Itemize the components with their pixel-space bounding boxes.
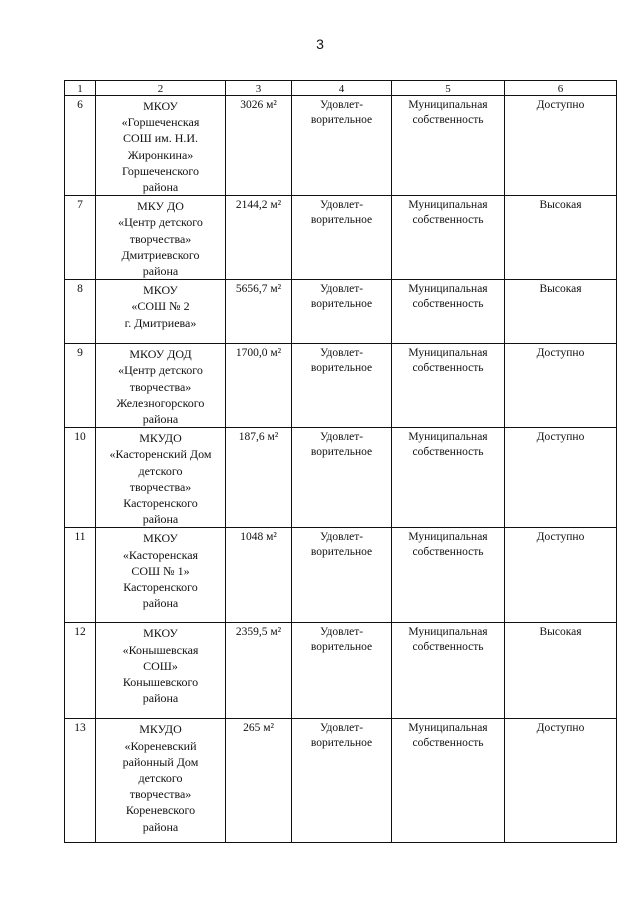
availability-cell: Доступно (505, 344, 617, 428)
institution-name-line: детского (138, 771, 183, 786)
ownership-line: собственность (412, 641, 484, 654)
ownership-line: собственность (412, 446, 484, 459)
institution-name-line: МКОУ (143, 283, 178, 298)
institution-name-cell (96, 528, 226, 623)
header-cell-2: 2 (96, 81, 226, 96)
institution-name-line: «СОШ № 2 (131, 299, 190, 314)
condition-line: ворительное (310, 298, 373, 311)
condition-line: Удовлет- (319, 626, 364, 639)
table-row (65, 719, 617, 843)
availability-cell: Доступно (505, 719, 617, 843)
area-cell: 2144,2 м² (226, 196, 292, 280)
area-cell: 2359,5 м² (226, 623, 292, 719)
ownership-line: собственность (412, 214, 484, 227)
page-number: 3 (316, 36, 324, 52)
ownership-cell (392, 528, 505, 623)
institution-name-cell (96, 96, 226, 196)
institution-name-line: района (142, 596, 179, 611)
condition-line: ворительное (310, 641, 373, 654)
table-row (65, 528, 617, 623)
condition-cell (292, 280, 392, 344)
condition-line: Удовлет- (319, 722, 364, 735)
institution-name-line: района (142, 180, 179, 195)
ownership-cell (392, 280, 505, 344)
ownership-line: собственность (412, 362, 484, 375)
institution-name-line: Касторенского (123, 496, 198, 511)
table-row (65, 428, 617, 528)
condition-line: Удовлет- (319, 199, 364, 212)
institution-name-line: «Горшеченская (121, 115, 200, 130)
institution-name-line: «Центр детского (118, 363, 203, 378)
ownership-line: Муниципальная (408, 626, 488, 639)
ownership-line: Муниципальная (408, 531, 488, 544)
table-row (65, 196, 617, 280)
row-number-cell: 12 (65, 623, 96, 719)
availability-cell: Доступно (505, 528, 617, 623)
institution-name-line: МКОУ (143, 626, 178, 641)
ownership-cell (392, 428, 505, 528)
header-cell-4: 4 (292, 81, 392, 96)
ownership-cell (392, 196, 505, 280)
row-number-cell: 9 (65, 344, 96, 428)
availability-cell: Высокая (505, 196, 617, 280)
facilities-table (64, 80, 617, 843)
ownership-line: Муниципальная (408, 722, 488, 735)
institution-name-line: района (142, 512, 179, 527)
condition-line: Удовлет- (319, 283, 364, 296)
area-cell: 5656,7 м² (226, 280, 292, 344)
condition-cell (292, 344, 392, 428)
institution-name-line: МКУДО (139, 722, 182, 737)
ownership-line: Муниципальная (408, 199, 488, 212)
institution-name-line: творчества» (129, 231, 192, 246)
header-cell-1: 1 (65, 81, 96, 96)
availability-cell: Доступно (505, 96, 617, 196)
institution-name-line: МКОУ (143, 99, 178, 113)
table-row (65, 344, 617, 428)
institution-name-line: района (142, 691, 179, 706)
ownership-line: Муниципальная (408, 431, 488, 444)
condition-cell (292, 196, 392, 280)
condition-line: ворительное (310, 546, 373, 559)
condition-line: Удовлет- (319, 431, 364, 444)
institution-name-line: Конышевского (122, 675, 199, 690)
condition-cell (292, 528, 392, 623)
row-number-cell: 10 (65, 428, 96, 528)
ownership-line: собственность (412, 114, 484, 126)
ownership-line: Муниципальная (408, 347, 488, 360)
condition-line: Удовлет- (319, 99, 364, 111)
row-number-cell: 13 (65, 719, 96, 843)
institution-name-line: МКУДО (139, 431, 182, 446)
institution-name-line: Касторенского (123, 580, 198, 595)
condition-line: ворительное (310, 114, 373, 126)
table-header-row (65, 81, 617, 96)
ownership-line: Муниципальная (408, 283, 488, 296)
condition-line: ворительное (310, 362, 373, 375)
condition-line: ворительное (310, 737, 373, 750)
institution-name-cell (96, 623, 226, 719)
ownership-cell (392, 719, 505, 843)
availability-cell: Доступно (505, 428, 617, 528)
condition-line: ворительное (310, 446, 373, 459)
institution-name-line: «Касторенская (122, 547, 199, 562)
institution-name-cell (96, 280, 226, 344)
institution-name-line: района (142, 264, 179, 279)
institution-name-line: «Касторенский Дом (109, 447, 212, 462)
institution-name-line: МКУ ДО (137, 199, 184, 214)
table-row (65, 280, 617, 344)
institution-name-line: «Центр детского (118, 215, 203, 230)
institution-name-line: МКОУ (143, 531, 178, 546)
institution-name-line: детского (138, 463, 183, 478)
institution-name-cell (96, 719, 226, 843)
row-number-cell: 11 (65, 528, 96, 623)
area-cell: 1048 м² (226, 528, 292, 623)
institution-name-cell (96, 344, 226, 428)
institution-name-line: МКОУ ДОД (129, 347, 192, 362)
institution-name-line: Горшеченского (121, 163, 200, 178)
institution-name-line: района (142, 819, 179, 834)
institution-name-line: г. Дмитриева» (124, 315, 197, 330)
ownership-cell (392, 623, 505, 719)
area-cell: 3026 м² (226, 96, 292, 196)
institution-name-line: творчества» (129, 787, 192, 802)
institution-name-line: СОШ им. Н.И. (122, 131, 199, 146)
institution-name-line: Жиронкина» (127, 147, 194, 162)
row-number-cell: 6 (65, 96, 96, 196)
header-cell-5: 5 (392, 81, 505, 96)
institution-name-line: СОШ № 1» (131, 563, 190, 578)
table-body (65, 96, 617, 843)
condition-line: Удовлет- (319, 531, 364, 544)
header-cell-3: 3 (226, 81, 292, 96)
row-number-cell: 7 (65, 196, 96, 280)
condition-cell (292, 719, 392, 843)
condition-cell (292, 428, 392, 528)
row-number-cell: 8 (65, 280, 96, 344)
institution-name-line: творчества» (129, 379, 192, 394)
institution-name-line: «Конышевская (122, 642, 199, 657)
institution-name-line: «Кореневский (124, 738, 197, 753)
institution-name-line: Дмитриевского (121, 247, 200, 262)
table-row (65, 623, 617, 719)
institution-name-line: района (142, 412, 179, 427)
institution-name-line: творчества» (129, 479, 192, 494)
ownership-cell (392, 344, 505, 428)
ownership-line: Муниципальная (408, 99, 488, 111)
condition-line: ворительное (310, 214, 373, 227)
ownership-line: собственность (412, 546, 484, 559)
institution-name-line: районный Дом (122, 754, 199, 769)
condition-line: Удовлет- (319, 347, 364, 360)
institution-name-line: Железногорского (116, 395, 205, 410)
availability-cell: Высокая (505, 280, 617, 344)
institution-name-cell (96, 196, 226, 280)
condition-cell (292, 96, 392, 196)
header-cell-6: 6 (505, 81, 617, 96)
area-cell: 1700,0 м² (226, 344, 292, 428)
institution-name-line: Кореневского (125, 803, 196, 818)
area-cell: 187,6 м² (226, 428, 292, 528)
ownership-cell (392, 96, 505, 196)
institution-name-cell (96, 428, 226, 528)
availability-cell: Высокая (505, 623, 617, 719)
condition-cell (292, 623, 392, 719)
institution-name-line: СОШ» (143, 658, 178, 673)
table-row (65, 96, 617, 196)
area-cell: 265 м² (226, 719, 292, 843)
ownership-line: собственность (412, 737, 484, 750)
ownership-line: собственность (412, 298, 484, 311)
